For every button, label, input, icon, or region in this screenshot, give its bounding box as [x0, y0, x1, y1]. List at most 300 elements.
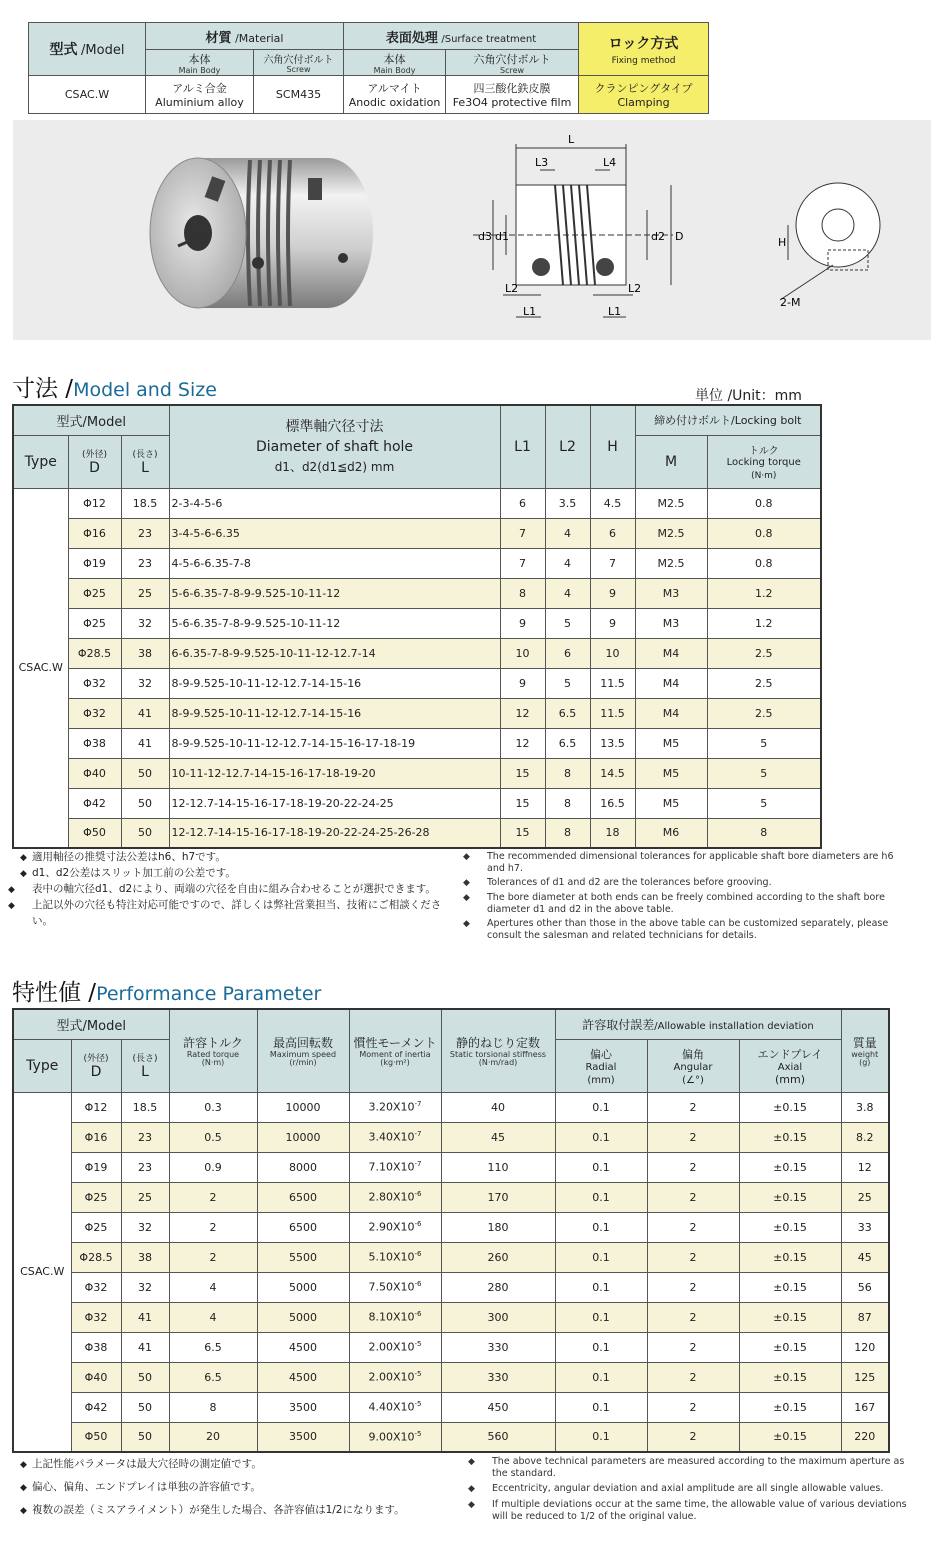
dims-h-bolt: 締め付けボルト/Locking bolt	[635, 405, 821, 435]
table-cell: 32	[121, 1212, 169, 1242]
table-cell: 38	[121, 638, 169, 668]
table-cell: 10000	[257, 1092, 349, 1122]
table-cell: Φ25	[68, 578, 121, 608]
table-cell: 0.8	[707, 488, 821, 518]
table-cell: 12	[500, 728, 545, 758]
table-row	[13, 1122, 889, 1152]
note-item: ◆ 複数の誤差（ミスアライメント）が発生した場合、各許容値は1/2になります。	[20, 1504, 405, 1516]
table-cell: 5-6-6.35-7-8-9-9.525-10-11-12	[169, 578, 500, 608]
table-cell: 6	[500, 488, 545, 518]
table-cell: 12	[500, 698, 545, 728]
table-cell: 6.5	[545, 698, 590, 728]
table-cell: 8	[707, 818, 821, 848]
table-cell: 280	[441, 1272, 555, 1302]
table-cell: Φ12	[71, 1092, 121, 1122]
table-cell: 0.1	[555, 1242, 647, 1272]
table-cell: 9	[500, 608, 545, 638]
table-cell: 3500	[257, 1392, 349, 1422]
table-cell: 125	[841, 1362, 889, 1392]
dims-h-L1: L1	[500, 405, 545, 488]
table-row	[13, 1422, 889, 1452]
dims-h-model: 型式/Model	[13, 405, 169, 435]
perf-h-L: (長さ) L	[121, 1039, 169, 1092]
label-L2-left: L2	[505, 282, 519, 295]
table-cell: 33	[841, 1212, 889, 1242]
table-cell: Φ19	[71, 1152, 121, 1182]
table-cell: 41	[121, 728, 169, 758]
table-cell: 6.5	[169, 1332, 257, 1362]
table-cell: 2	[647, 1272, 739, 1302]
table-cell: ±0.15	[739, 1362, 841, 1392]
note-item: ◆ 表中の軸穴径d1、d2により、両端の穴径を自由に組み合わせることが選択できます。	[8, 883, 436, 895]
table-cell: 56	[841, 1272, 889, 1302]
perf-title: 特性値 /Performance Parameter	[12, 980, 322, 1006]
table-cell: 4.5	[590, 488, 635, 518]
table-cell: 2	[169, 1182, 257, 1212]
table-cell: 4-5-6-6.35-7-8	[169, 548, 500, 578]
table-cell: M2.5	[635, 488, 707, 518]
table-cell: Φ28.5	[68, 638, 121, 668]
label-L1-right: L1	[608, 305, 622, 318]
perf-notes-jp	[20, 1453, 470, 1522]
table-cell: 0.5	[169, 1122, 257, 1152]
table-cell: 11.5	[590, 668, 635, 698]
table-cell: Φ16	[68, 518, 121, 548]
table-cell: ±0.15	[739, 1092, 841, 1122]
label-L4: L4	[603, 156, 617, 169]
table-cell: 50	[121, 758, 169, 788]
table-cell: 2	[169, 1242, 257, 1272]
table-row	[13, 518, 821, 548]
label-L3: L3	[535, 156, 549, 169]
table-cell: 18.5	[121, 488, 169, 518]
table-cell: 2.5	[707, 668, 821, 698]
table-cell: 7	[500, 518, 545, 548]
dims-notes-en	[463, 851, 900, 941]
table-cell: 300	[441, 1302, 555, 1332]
product-drawing-panel	[13, 120, 931, 340]
table-cell: 32	[121, 1272, 169, 1302]
table-cell: ±0.15	[739, 1182, 841, 1212]
table-cell: ±0.15	[739, 1272, 841, 1302]
label-L2-right: L2	[628, 282, 642, 295]
table-cell: 16.5	[590, 788, 635, 818]
table-row	[13, 1152, 889, 1182]
table-cell: 12	[841, 1152, 889, 1182]
perf-h-axial: エンドプレイ Axial (mm)	[739, 1039, 841, 1092]
dims-notes-jp	[8, 850, 460, 929]
table-cell: 32	[121, 608, 169, 638]
table-cell: 50	[121, 788, 169, 818]
table-cell: 2.5	[707, 698, 821, 728]
dims-h-D: (外径) D	[68, 435, 121, 488]
table-row	[13, 1212, 889, 1242]
table-cell: 3.5	[545, 488, 590, 518]
table-row	[13, 1272, 889, 1302]
table-cell: M4	[635, 698, 707, 728]
table-cell: 10	[590, 638, 635, 668]
table-cell: M3	[635, 608, 707, 638]
table-cell: 0.1	[555, 1122, 647, 1152]
table-cell: 4500	[257, 1332, 349, 1362]
table-cell: 8-9-9.525-10-11-12-12.7-14-15-16-17-18-19	[169, 728, 500, 758]
table-cell: ±0.15	[739, 1332, 841, 1362]
table-cell: 5	[545, 668, 590, 698]
dims-h-type: Type	[13, 435, 68, 488]
table-cell: Φ32	[68, 698, 121, 728]
spec-surface-header: 表面処理 /Surface treatment	[344, 23, 579, 50]
table-cell: 0.1	[555, 1302, 647, 1332]
table-cell: 10000	[257, 1122, 349, 1152]
dims-h-L2: L2	[545, 405, 590, 488]
table-cell: Φ50	[68, 818, 121, 848]
dims-h-M: M	[635, 435, 707, 488]
table-row	[13, 758, 821, 788]
table-cell: 6-6.35-7-8-9-9.525-10-11-12-12.7-14	[169, 638, 500, 668]
table-cell: 8000	[257, 1152, 349, 1182]
table-row	[13, 548, 821, 578]
table-cell: 15	[500, 758, 545, 788]
table-cell: M5	[635, 728, 707, 758]
inertia-cell: $4.40X10^{-5}$	[349, 1392, 441, 1422]
side-view-drawing	[758, 180, 908, 320]
table-cell: 6	[590, 518, 635, 548]
table-cell: 87	[841, 1302, 889, 1332]
table-cell: 2	[647, 1422, 739, 1452]
table-cell: 0.1	[555, 1092, 647, 1122]
table-cell: 14.5	[590, 758, 635, 788]
table-cell: 8	[545, 758, 590, 788]
table-cell: 40	[441, 1092, 555, 1122]
table-cell: 5	[707, 758, 821, 788]
perf-h-dev: 許容取付誤差/Allowable installation deviation	[555, 1009, 841, 1039]
table-cell: 18	[590, 818, 635, 848]
table-cell: 0.1	[555, 1422, 647, 1452]
table-cell: Φ12	[68, 488, 121, 518]
table-cell: 4	[169, 1272, 257, 1302]
label-d2: d2	[651, 230, 665, 243]
table-cell: 25	[121, 578, 169, 608]
table-cell: M3	[635, 578, 707, 608]
table-cell: 220	[841, 1422, 889, 1452]
perf-h-radial: 偏心 Radial (mm)	[555, 1039, 647, 1092]
table-cell: 9	[590, 578, 635, 608]
table-cell: 0.1	[555, 1182, 647, 1212]
table-cell: 8.2	[841, 1122, 889, 1152]
note-item: ◆ d1、d2公差はスリット加工前の公差です。	[20, 867, 236, 879]
perf-h-inertia: 慣性モーメント Moment of inertia (kg·m²)	[349, 1009, 441, 1092]
dims-unit: 単位 /Unit：mm	[695, 388, 802, 404]
note-item: ◆ Eccentricity, angular deviation and axial amplitude are all single allowable values.	[468, 1483, 884, 1494]
spec-mat-screw: SCM435	[254, 76, 344, 114]
perf-h-angular: 偏角 Angular (∠°)	[647, 1039, 739, 1092]
table-cell: 2	[647, 1302, 739, 1332]
table-cell: 0.1	[555, 1332, 647, 1362]
perf-h-weight: 質量 weight (g)	[841, 1009, 889, 1092]
table-cell: 23	[121, 548, 169, 578]
table-cell: 7	[590, 548, 635, 578]
table-row	[13, 1182, 889, 1212]
table-cell: 450	[441, 1392, 555, 1422]
coupling-photo	[138, 138, 378, 328]
table-cell: Φ32	[71, 1272, 121, 1302]
table-cell: ±0.15	[739, 1212, 841, 1242]
table-cell: ±0.15	[739, 1302, 841, 1332]
table-cell: 2.5	[707, 638, 821, 668]
table-cell: M2.5	[635, 518, 707, 548]
table-cell: 5000	[257, 1302, 349, 1332]
inertia-cell: $2.90X10^{-6}$	[349, 1212, 441, 1242]
table-cell: 5	[707, 788, 821, 818]
table-cell: 15	[500, 818, 545, 848]
table-row	[13, 788, 821, 818]
table-cell: Φ19	[68, 548, 121, 578]
table-cell: 50	[121, 1392, 169, 1422]
table-cell: 10	[500, 638, 545, 668]
table-cell: 0.1	[555, 1362, 647, 1392]
table-cell: 5	[545, 608, 590, 638]
table-cell: 1.2	[707, 608, 821, 638]
spec-model-header: 型式 /Model	[29, 23, 146, 76]
note-item: ◆ 偏心、偏角、エンドプレイは単独の許容値です。	[20, 1481, 261, 1493]
table-row	[13, 1392, 889, 1422]
inertia-cell: $3.40X10^{-7}$	[349, 1122, 441, 1152]
table-cell: 12-12.7-14-15-16-17-18-19-20-22-24-25-26-28	[169, 818, 500, 848]
table-cell: Φ28.5	[71, 1242, 121, 1272]
table-row	[13, 818, 821, 848]
label-L1-left: L1	[523, 305, 537, 318]
table-cell: 3-4-5-6-6.35	[169, 518, 500, 548]
table-cell: 260	[441, 1242, 555, 1272]
table-cell: 1.2	[707, 578, 821, 608]
perf-table	[12, 1008, 890, 1453]
table-cell: 6500	[257, 1182, 349, 1212]
dims-title: 寸法 /Model and Size	[12, 376, 217, 402]
table-row	[13, 728, 821, 758]
table-cell: 0.8	[707, 548, 821, 578]
table-cell: 4500	[257, 1362, 349, 1392]
table-row	[13, 1242, 889, 1272]
table-cell: 23	[121, 1152, 169, 1182]
perf-h-D: (外径) D	[71, 1039, 121, 1092]
dims-h-L: (長さ) L	[121, 435, 169, 488]
spec-mat-body-h: 本体 Main Body	[146, 50, 254, 76]
table-cell: 23	[121, 518, 169, 548]
table-cell: ±0.15	[739, 1392, 841, 1422]
spec-material-header: 材質 /Material	[146, 23, 344, 50]
table-cell: 3500	[257, 1422, 349, 1452]
table-cell: 2	[647, 1362, 739, 1392]
table-cell: 2	[647, 1242, 739, 1272]
inertia-cell: $2.00X10^{-5}$	[349, 1362, 441, 1392]
table-cell: Φ25	[71, 1182, 121, 1212]
table-cell: 2-3-4-5-6	[169, 488, 500, 518]
table-cell: 0.1	[555, 1212, 647, 1242]
table-cell: Φ16	[71, 1122, 121, 1152]
table-cell: 8	[545, 788, 590, 818]
table-cell: ±0.15	[739, 1122, 841, 1152]
table-cell: Φ32	[68, 668, 121, 698]
type-cell: CSAC.W	[13, 488, 68, 848]
table-cell: 8	[545, 818, 590, 848]
perf-h-torque: 許容トルク Rated torque (N·m)	[169, 1009, 257, 1092]
table-cell: 12-12.7-14-15-16-17-18-19-20-22-24-25	[169, 788, 500, 818]
table-row	[13, 488, 821, 518]
table-row	[13, 1362, 889, 1392]
table-row	[13, 1332, 889, 1362]
note-item: ◆ Apertures other than those in the above table can be customized separately, please consult the salesman and related technicians for details.	[463, 918, 889, 941]
table-row	[13, 698, 821, 728]
label-D: D	[675, 230, 684, 243]
label-d1: d1	[495, 230, 509, 243]
perf-h-model: 型式/Model	[13, 1009, 169, 1039]
table-row	[13, 1092, 889, 1122]
table-cell: 23	[121, 1122, 169, 1152]
table-cell: M4	[635, 638, 707, 668]
table-cell: Φ42	[71, 1392, 121, 1422]
table-cell: 2	[647, 1332, 739, 1362]
table-cell: 15	[500, 788, 545, 818]
table-cell: 13.5	[590, 728, 635, 758]
inertia-cell: $2.80X10^{-6}$	[349, 1182, 441, 1212]
table-cell: 41	[121, 698, 169, 728]
table-cell: 20	[169, 1422, 257, 1452]
table-cell: 18.5	[121, 1092, 169, 1122]
table-row	[13, 1302, 889, 1332]
dims-h-H: H	[590, 405, 635, 488]
inertia-cell: $2.00X10^{-5}$	[349, 1332, 441, 1362]
dimension-drawing	[443, 130, 733, 335]
table-cell: 330	[441, 1362, 555, 1392]
table-cell: 6500	[257, 1212, 349, 1242]
table-row	[13, 608, 821, 638]
table-cell: 5500	[257, 1242, 349, 1272]
perf-h-type: Type	[13, 1039, 71, 1092]
table-cell: 170	[441, 1182, 555, 1212]
label-d3: d3	[478, 230, 492, 243]
table-cell: 32	[121, 668, 169, 698]
spec-mat-body: アルミ合金 Aluminium alloy	[146, 76, 254, 114]
table-cell: 110	[441, 1152, 555, 1182]
table-cell: Φ40	[68, 758, 121, 788]
table-cell: 120	[841, 1332, 889, 1362]
table-cell: 38	[121, 1242, 169, 1272]
table-cell: 560	[441, 1422, 555, 1452]
table-cell: 0.8	[707, 518, 821, 548]
table-cell: Φ32	[71, 1302, 121, 1332]
table-cell: Φ38	[71, 1332, 121, 1362]
table-cell: 0.1	[555, 1152, 647, 1182]
table-cell: 8	[169, 1392, 257, 1422]
table-row	[13, 578, 821, 608]
label-L: L	[568, 133, 575, 146]
table-cell: 0.1	[555, 1272, 647, 1302]
perf-notes-en	[468, 1456, 910, 1522]
inertia-cell: $7.50X10^{-6}$	[349, 1272, 441, 1302]
table-cell: M2.5	[635, 548, 707, 578]
spec-model-value: CSAC.W	[29, 76, 146, 114]
table-cell: ±0.15	[739, 1152, 841, 1182]
table-cell: 6	[545, 638, 590, 668]
table-cell: 8	[500, 578, 545, 608]
note-item: ◆ If multiple deviations occur at the same time, the allowable value of various deviations will be reduced to 1/2 of the original value.	[468, 1499, 907, 1522]
table-cell: M4	[635, 668, 707, 698]
table-cell: 4	[545, 578, 590, 608]
table-cell: 5000	[257, 1272, 349, 1302]
spec-fix-header: ロック方式 Fixing method	[579, 23, 709, 76]
table-cell: 50	[121, 818, 169, 848]
table-cell: 5	[707, 728, 821, 758]
dims-h-diam: 標準軸穴径寸法 Diameter of shaft hole d1、d2(d1≦d2) mm	[169, 405, 500, 488]
table-cell: 11.5	[590, 698, 635, 728]
table-cell: 8-9-9.525-10-11-12-12.7-14-15-16	[169, 698, 500, 728]
table-cell: M5	[635, 788, 707, 818]
table-cell: 6.5	[169, 1362, 257, 1392]
spec-mat-screw-h: 六角穴付ボルト Screw	[254, 50, 344, 76]
note-item: ◆ The above technical parameters are measured according to the maximum aperture as the standard.	[468, 1456, 905, 1479]
table-cell: 0.1	[555, 1392, 647, 1422]
table-cell: 167	[841, 1392, 889, 1422]
table-cell: 6.5	[545, 728, 590, 758]
table-cell: 3.8	[841, 1092, 889, 1122]
table-cell: 25	[841, 1182, 889, 1212]
table-cell: Φ25	[71, 1212, 121, 1242]
table-cell: ±0.15	[739, 1242, 841, 1272]
perf-h-stiff: 静的ねじり定数 Static torsional stiffness (N·m/rad)	[441, 1009, 555, 1092]
note-item: ◆ 上記性能パラメータは最大穴径時の測定値です。	[20, 1458, 262, 1470]
note-item: ◆ The bore diameter at both ends can be freely combined according to the shaft bore diameter d1 and d2 in the above table.	[463, 892, 885, 915]
note-item: ◆ 適用軸径の推奨寸法公差はh6、h7です。	[20, 851, 226, 863]
table-cell: 2	[647, 1212, 739, 1242]
table-cell: M6	[635, 818, 707, 848]
table-cell: 2	[647, 1122, 739, 1152]
table-row	[13, 668, 821, 698]
table-row	[13, 638, 821, 668]
table-cell: 10-11-12-12.7-14-15-16-17-18-19-20	[169, 758, 500, 788]
label-2M: 2-M	[780, 296, 801, 309]
spec-surf-body: アルマイト Anodic oxidation	[344, 76, 446, 114]
table-cell: Φ50	[71, 1422, 121, 1452]
table-cell: 50	[121, 1362, 169, 1392]
table-cell: 0.9	[169, 1152, 257, 1182]
table-cell: 45	[441, 1122, 555, 1152]
table-cell: 9	[590, 608, 635, 638]
table-cell: 2	[169, 1212, 257, 1242]
spec-surf-body-h: 本体 Main Body	[344, 50, 446, 76]
table-cell: 9	[500, 668, 545, 698]
note-item: ◆ Tolerances of d1 and d2 are the tolerances before grooving.	[463, 877, 772, 888]
inertia-cell: $7.10X10^{-7}$	[349, 1152, 441, 1182]
table-cell: 4	[169, 1302, 257, 1332]
table-cell: M5	[635, 758, 707, 788]
table-cell: 8-9-9.525-10-11-12-12.7-14-15-16	[169, 668, 500, 698]
spec-surf-screw: 四三酸化鉄皮膜 Fe3O4 protective film	[446, 76, 579, 114]
table-cell: Φ40	[71, 1362, 121, 1392]
dims-table	[12, 404, 822, 849]
perf-h-speed: 最高回転数 Maximum speed (r/min)	[257, 1009, 349, 1092]
table-cell: 2	[647, 1092, 739, 1122]
table-cell: ±0.15	[739, 1422, 841, 1452]
note-item: ◆ 上記以外の穴径も特注対応可能ですので、詳しくは弊社営業担当、技術にご相談ください。	[8, 899, 442, 927]
table-cell: 7	[500, 548, 545, 578]
table-cell: 330	[441, 1332, 555, 1362]
table-cell: 4	[545, 548, 590, 578]
inertia-cell: $8.10X10^{-6}$	[349, 1302, 441, 1332]
note-item: ◆ The recommended dimensional tolerances for applicable shaft bore diameters are h6 and h7.	[463, 851, 894, 874]
table-cell: 2	[647, 1392, 739, 1422]
table-cell: 41	[121, 1332, 169, 1362]
table-cell: Φ42	[68, 788, 121, 818]
